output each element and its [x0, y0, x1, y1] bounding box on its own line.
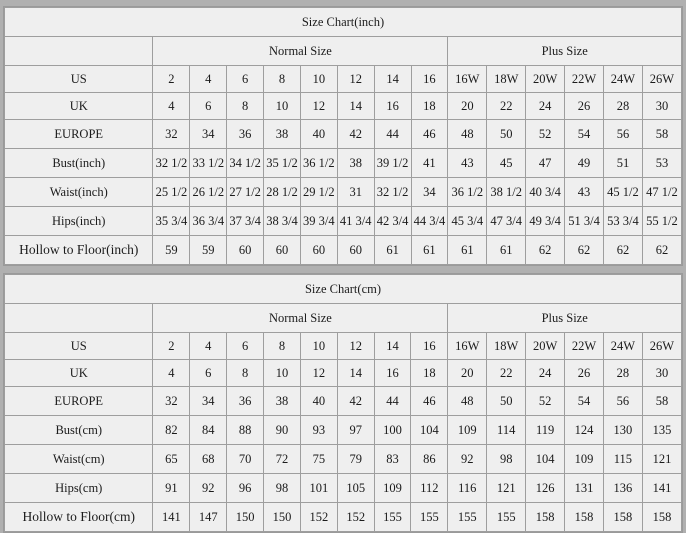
- row-label: Bust(cm): [5, 416, 153, 445]
- cell: 18: [411, 93, 448, 120]
- cell: 109: [565, 445, 604, 474]
- cell: 20: [448, 360, 487, 387]
- cell: 109: [374, 474, 411, 503]
- cell: 8: [227, 93, 264, 120]
- cell: 158: [603, 503, 642, 532]
- cell: 62: [603, 236, 642, 265]
- cell: 24W: [603, 66, 642, 93]
- cell: 39 1/2: [374, 149, 411, 178]
- cell: 24W: [603, 333, 642, 360]
- cell: 141: [642, 474, 681, 503]
- cell: 38 1/2: [487, 178, 526, 207]
- cell: 84: [190, 416, 227, 445]
- cell: 30: [642, 360, 681, 387]
- cell: 62: [565, 236, 604, 265]
- cell: 124: [565, 416, 604, 445]
- cell: 141: [153, 503, 190, 532]
- cell: 28 1/2: [264, 178, 301, 207]
- cell: 61: [374, 236, 411, 265]
- cell: 22: [487, 93, 526, 120]
- table-row: [5, 360, 682, 387]
- cell: 52: [526, 120, 565, 149]
- cell: 20: [448, 93, 487, 120]
- cell: 61: [448, 236, 487, 265]
- table-row: [5, 333, 682, 360]
- cell: 10: [264, 360, 301, 387]
- cell: 152: [337, 503, 374, 532]
- cell: 56: [603, 387, 642, 416]
- cell: 136: [603, 474, 642, 503]
- cell: 92: [448, 445, 487, 474]
- cell: 147: [190, 503, 227, 532]
- row-label: UK: [5, 93, 153, 120]
- cell: 22: [487, 360, 526, 387]
- cell: 61: [487, 236, 526, 265]
- cell: 109: [448, 416, 487, 445]
- cell: 4: [153, 360, 190, 387]
- cell: 16: [411, 333, 448, 360]
- cell: 32: [153, 120, 190, 149]
- row-label: Hips(inch): [5, 207, 153, 236]
- cell: 14: [337, 360, 374, 387]
- cell: 12: [337, 333, 374, 360]
- cell: 28: [603, 93, 642, 120]
- cell: 8: [264, 66, 301, 93]
- size-chart-inch: [3, 6, 683, 266]
- cell: 38: [264, 120, 301, 149]
- cell: 126: [526, 474, 565, 503]
- row-label: Hollow to Floor(inch): [5, 236, 153, 265]
- cell: 8: [227, 360, 264, 387]
- cell: 18: [411, 360, 448, 387]
- cell: 100: [374, 416, 411, 445]
- cell: 8: [264, 333, 301, 360]
- table-row: [5, 416, 682, 445]
- cell: 121: [487, 474, 526, 503]
- cell: 96: [227, 474, 264, 503]
- cell: 158: [526, 503, 565, 532]
- cell: 24: [526, 360, 565, 387]
- table-row: [5, 93, 682, 120]
- cell: 32: [153, 387, 190, 416]
- cell: 16: [374, 360, 411, 387]
- cell: 16W: [448, 66, 487, 93]
- cell: 35 1/2: [264, 149, 301, 178]
- cell: 155: [448, 503, 487, 532]
- cell: 88: [227, 416, 264, 445]
- cell: 36 1/2: [300, 149, 337, 178]
- cell: 44: [374, 120, 411, 149]
- size-table-inch: [4, 7, 682, 265]
- cell: 12: [300, 93, 337, 120]
- cell: 46: [411, 120, 448, 149]
- cell: 92: [190, 474, 227, 503]
- cell: 131: [565, 474, 604, 503]
- cell: 155: [374, 503, 411, 532]
- cell: 45 3/4: [448, 207, 487, 236]
- cell: 72: [264, 445, 301, 474]
- cell: 47: [526, 149, 565, 178]
- cell: 104: [526, 445, 565, 474]
- table-row: [5, 149, 682, 178]
- table-row: [5, 503, 682, 532]
- cell: 26: [565, 360, 604, 387]
- group-plus-size: Plus Size: [448, 37, 682, 66]
- cell: 82: [153, 416, 190, 445]
- cell: 40: [300, 120, 337, 149]
- cell: 56: [603, 120, 642, 149]
- cell: 130: [603, 416, 642, 445]
- cell: 41: [411, 149, 448, 178]
- cell: 42: [337, 120, 374, 149]
- row-label: Hips(cm): [5, 474, 153, 503]
- row-label: US: [5, 333, 153, 360]
- table-row: [5, 387, 682, 416]
- cell: 37 3/4: [227, 207, 264, 236]
- group-normal-size: Normal Size: [153, 304, 448, 333]
- cell: 18W: [487, 333, 526, 360]
- cell: 6: [227, 66, 264, 93]
- cell: 152: [300, 503, 337, 532]
- cell: 121: [642, 445, 681, 474]
- cell: 4: [190, 66, 227, 93]
- cell: 27 1/2: [227, 178, 264, 207]
- cell: 60: [337, 236, 374, 265]
- row-label: EUROPE: [5, 120, 153, 149]
- chart-title: Size Chart(cm): [5, 275, 682, 304]
- cell: 119: [526, 416, 565, 445]
- cell: 49: [565, 149, 604, 178]
- cell: 46: [411, 387, 448, 416]
- cell: 4: [153, 93, 190, 120]
- cell: 6: [190, 93, 227, 120]
- cell: 2: [153, 66, 190, 93]
- cell: 61: [411, 236, 448, 265]
- row-label: Waist(inch): [5, 178, 153, 207]
- cell: 68: [190, 445, 227, 474]
- cell: 60: [227, 236, 264, 265]
- cell: 35 3/4: [153, 207, 190, 236]
- cell: 12: [300, 360, 337, 387]
- group-header-row: [5, 37, 682, 66]
- cell: 20W: [526, 333, 565, 360]
- cell: 58: [642, 387, 681, 416]
- cell: 45: [487, 149, 526, 178]
- cell: 24: [526, 93, 565, 120]
- cell: 90: [264, 416, 301, 445]
- title-row: [5, 275, 682, 304]
- title-row: [5, 8, 682, 37]
- cell: 155: [411, 503, 448, 532]
- cell: 4: [190, 333, 227, 360]
- cell: 38: [264, 387, 301, 416]
- cell: 22W: [565, 333, 604, 360]
- cell: 50: [487, 120, 526, 149]
- cell: 44: [374, 387, 411, 416]
- group-blank: [5, 37, 153, 66]
- cell: 6: [190, 360, 227, 387]
- cell: 43: [448, 149, 487, 178]
- cell: 105: [337, 474, 374, 503]
- cell: 59: [153, 236, 190, 265]
- cell: 36 1/2: [448, 178, 487, 207]
- cell: 91: [153, 474, 190, 503]
- cell: 40 3/4: [526, 178, 565, 207]
- row-label: UK: [5, 360, 153, 387]
- cell: 20W: [526, 66, 565, 93]
- cell: 55 1/2: [642, 207, 681, 236]
- cell: 14: [374, 66, 411, 93]
- cell: 60: [264, 236, 301, 265]
- chart-title: Size Chart(inch): [5, 8, 682, 37]
- cell: 54: [565, 120, 604, 149]
- cell: 135: [642, 416, 681, 445]
- cell: 51 3/4: [565, 207, 604, 236]
- cell: 12: [337, 66, 374, 93]
- cell: 36: [227, 120, 264, 149]
- cell: 62: [642, 236, 681, 265]
- table-row: [5, 178, 682, 207]
- cell: 49 3/4: [526, 207, 565, 236]
- size-table-cm: [4, 274, 682, 532]
- cell: 43: [565, 178, 604, 207]
- cell: 26W: [642, 333, 681, 360]
- table-row: [5, 445, 682, 474]
- row-label: EUROPE: [5, 387, 153, 416]
- table-row: [5, 236, 682, 265]
- cell: 34: [190, 387, 227, 416]
- cell: 150: [227, 503, 264, 532]
- cell: 44 3/4: [411, 207, 448, 236]
- cell: 104: [411, 416, 448, 445]
- cell: 33 1/2: [190, 149, 227, 178]
- cell: 60: [300, 236, 337, 265]
- cell: 32 1/2: [153, 149, 190, 178]
- cell: 97: [337, 416, 374, 445]
- cell: 54: [565, 387, 604, 416]
- cell: 62: [526, 236, 565, 265]
- cell: 42: [337, 387, 374, 416]
- cell: 29 1/2: [300, 178, 337, 207]
- cell: 25 1/2: [153, 178, 190, 207]
- row-label: Hollow to Floor(cm): [5, 503, 153, 532]
- cell: 30: [642, 93, 681, 120]
- cell: 93: [300, 416, 337, 445]
- cell: 16W: [448, 333, 487, 360]
- cell: 83: [374, 445, 411, 474]
- table-row: [5, 474, 682, 503]
- cell: 34: [411, 178, 448, 207]
- cell: 41 3/4: [337, 207, 374, 236]
- cell: 16: [374, 93, 411, 120]
- cell: 2: [153, 333, 190, 360]
- cell: 16: [411, 66, 448, 93]
- cell: 47 1/2: [642, 178, 681, 207]
- table-row: [5, 66, 682, 93]
- cell: 26 1/2: [190, 178, 227, 207]
- cell: 51: [603, 149, 642, 178]
- cell: 158: [642, 503, 681, 532]
- cell: 101: [300, 474, 337, 503]
- cell: 150: [264, 503, 301, 532]
- cell: 26W: [642, 66, 681, 93]
- cell: 75: [300, 445, 337, 474]
- table-row: [5, 120, 682, 149]
- cell: 65: [153, 445, 190, 474]
- cell: 98: [264, 474, 301, 503]
- cell: 86: [411, 445, 448, 474]
- cell: 116: [448, 474, 487, 503]
- group-header-row: [5, 304, 682, 333]
- cell: 45 1/2: [603, 178, 642, 207]
- cell: 112: [411, 474, 448, 503]
- cell: 115: [603, 445, 642, 474]
- size-chart-cm: [3, 273, 683, 533]
- cell: 50: [487, 387, 526, 416]
- cell: 18W: [487, 66, 526, 93]
- cell: 39 3/4: [300, 207, 337, 236]
- cell: 158: [565, 503, 604, 532]
- group-normal-size: Normal Size: [153, 37, 448, 66]
- row-label: Bust(inch): [5, 149, 153, 178]
- cell: 38 3/4: [264, 207, 301, 236]
- cell: 36: [227, 387, 264, 416]
- cell: 38: [337, 149, 374, 178]
- row-label: US: [5, 66, 153, 93]
- group-plus-size: Plus Size: [448, 304, 682, 333]
- cell: 14: [337, 93, 374, 120]
- cell: 10: [300, 66, 337, 93]
- cell: 58: [642, 120, 681, 149]
- cell: 6: [227, 333, 264, 360]
- cell: 10: [300, 333, 337, 360]
- cell: 48: [448, 120, 487, 149]
- cell: 53: [642, 149, 681, 178]
- cell: 79: [337, 445, 374, 474]
- cell: 155: [487, 503, 526, 532]
- cell: 32 1/2: [374, 178, 411, 207]
- cell: 53 3/4: [603, 207, 642, 236]
- cell: 48: [448, 387, 487, 416]
- cell: 40: [300, 387, 337, 416]
- cell: 59: [190, 236, 227, 265]
- cell: 114: [487, 416, 526, 445]
- cell: 31: [337, 178, 374, 207]
- cell: 98: [487, 445, 526, 474]
- cell: 42 3/4: [374, 207, 411, 236]
- cell: 34 1/2: [227, 149, 264, 178]
- table-row: [5, 207, 682, 236]
- cell: 36 3/4: [190, 207, 227, 236]
- group-blank: [5, 304, 153, 333]
- cell: 10: [264, 93, 301, 120]
- cell: 26: [565, 93, 604, 120]
- cell: 47 3/4: [487, 207, 526, 236]
- cell: 14: [374, 333, 411, 360]
- cell: 52: [526, 387, 565, 416]
- cell: 70: [227, 445, 264, 474]
- cell: 34: [190, 120, 227, 149]
- cell: 22W: [565, 66, 604, 93]
- cell: 28: [603, 360, 642, 387]
- row-label: Waist(cm): [5, 445, 153, 474]
